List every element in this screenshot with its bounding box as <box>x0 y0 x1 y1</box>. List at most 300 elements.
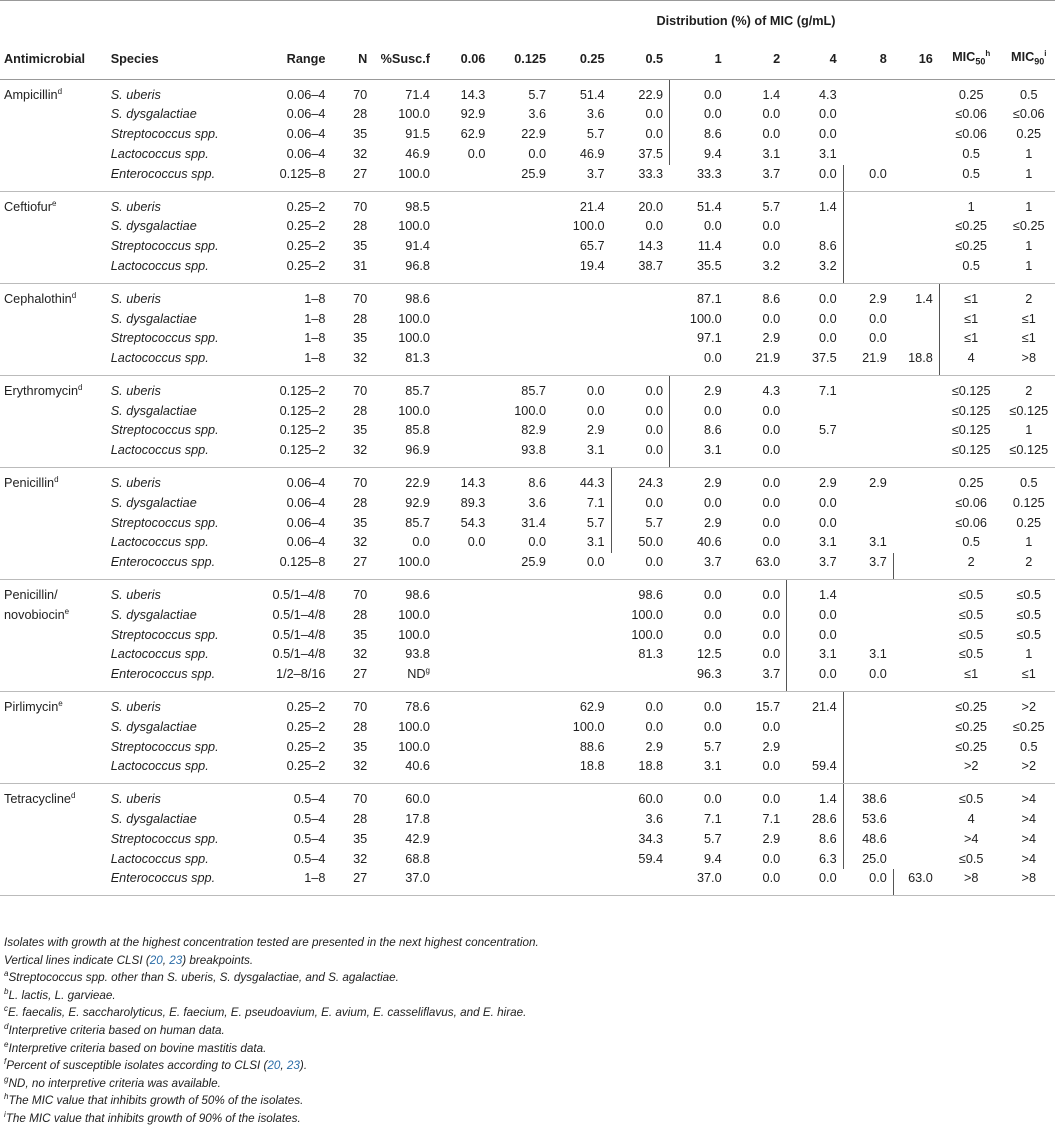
mic90-cell: 1 <box>1003 257 1055 283</box>
mic90-cell: 0.125 <box>1012 495 1045 510</box>
antimicrobial-cell <box>0 533 109 553</box>
antimicrobial-cell <box>0 738 109 758</box>
mic-value-cell <box>894 514 940 534</box>
range-cell: 0.5–4 <box>293 831 326 846</box>
antimicrobial-cell <box>0 645 109 665</box>
n-cell: 35 <box>353 423 368 438</box>
table-row <box>0 718 1055 738</box>
mic-value-cell <box>492 257 553 283</box>
mic90-cell: 0.5 <box>1019 476 1038 491</box>
mic-value-cell <box>553 830 612 850</box>
range-cell: 0.25–2 <box>286 199 326 214</box>
n-cell: 27 <box>332 665 374 691</box>
n-cell: 28 <box>353 219 368 234</box>
n-cell: 32 <box>332 349 374 375</box>
species-cell: Lactococcus spp. <box>110 647 209 662</box>
footnote-g: $^g$ND, no interpretive criteria was available. <box>4 1074 221 1090</box>
mic-value-cell: 20.0 <box>638 199 664 214</box>
mic-value-cell: 35.5 <box>670 257 729 283</box>
susc-cell: 81.3 <box>374 349 437 375</box>
mic-value-cell <box>437 665 492 691</box>
table-row <box>0 810 1055 830</box>
antimicrobial-cell: Cephalothin$^d$ <box>4 290 77 306</box>
mic-value-cell: 25.0 <box>862 851 887 866</box>
table-row <box>0 145 1055 165</box>
mic50-cell: 4 <box>940 349 1003 375</box>
mic-value-cell: 34.3 <box>638 831 664 846</box>
mic-value-cell <box>894 237 940 257</box>
antimicrobial-name: Erythromycin <box>4 383 79 398</box>
antimicrobial-cell <box>0 441 109 467</box>
mic-value-cell <box>437 402 492 422</box>
mic-value-cell <box>437 580 492 606</box>
mic-value-cell: 8.6 <box>704 127 722 142</box>
mic-value-cell: 0.0 <box>612 105 671 125</box>
mic90-cell: ≤0.5 <box>1016 607 1042 622</box>
mic90-cell: ≤1 <box>1021 311 1036 326</box>
mic90-cell: 0.5 <box>1019 739 1038 754</box>
mic-value-cell <box>437 310 492 330</box>
mic-value-cell: 0.0 <box>704 588 722 603</box>
mic-value-cell: 8.6 <box>704 423 722 438</box>
mic-value-cell <box>553 329 612 349</box>
mic-value-cell: 2.9 <box>762 739 781 754</box>
antimicrobial-name: Pirlimycin <box>4 700 59 715</box>
table-row <box>0 421 1055 441</box>
antimicrobial-cell <box>0 626 109 646</box>
species-cell: Lactococcus spp. <box>109 441 255 467</box>
mic-value-cell <box>437 421 492 441</box>
mic-value-cell: 7.1 <box>553 494 612 514</box>
susc-cell: 85.8 <box>405 423 430 438</box>
mic-value-cell: 7.1 <box>704 812 722 827</box>
susc-cell: 100.0 <box>398 607 430 622</box>
mic-value-cell <box>894 784 940 810</box>
mic-value-cell: 63.0 <box>729 553 788 579</box>
mic50-cell: ≤0.125 <box>951 423 991 438</box>
antimicrobial-name: novobiocin <box>4 607 65 622</box>
mic-value-cell: 88.6 <box>579 739 605 754</box>
n-cell: 27 <box>332 165 374 191</box>
table-row <box>0 514 1055 534</box>
mic-value-cell <box>894 145 940 165</box>
susc-cell: 100.0 <box>374 553 437 579</box>
mic-value-cell: 0.0 <box>819 127 837 142</box>
mic-value-cell <box>437 441 492 467</box>
mic90-cell: ≤0.06 <box>1012 107 1045 122</box>
mic-value-cell: 0.0 <box>704 627 722 642</box>
mic-value-cell <box>844 514 894 534</box>
mic50-cell: ≤1 <box>964 311 979 326</box>
mic-value-cell <box>492 784 553 810</box>
susc-cell: 100.0 <box>398 311 430 326</box>
table-row <box>0 580 1055 606</box>
mic90-cell: ≤1 <box>1003 665 1055 691</box>
mic-value-cell <box>437 375 492 401</box>
n-cell: 28 <box>353 403 368 418</box>
species-cell: Enterococcus spp. <box>109 165 255 191</box>
mic-value-cell: 0.0 <box>612 402 671 422</box>
mic-value-cell: 37.5 <box>612 145 671 165</box>
mic-value-cell: 0.0 <box>586 403 605 418</box>
range-cell: 0.06–4 <box>286 87 326 102</box>
mic-value-cell: 0.0 <box>645 219 664 234</box>
species-cell: Lactococcus spp. <box>110 146 209 161</box>
mic-value-cell: 0.0 <box>819 607 837 622</box>
mic-value-cell: 8.6 <box>528 476 546 491</box>
antimicrobial-cell <box>0 349 109 375</box>
mic-value-cell: 51.4 <box>696 199 722 214</box>
susc-cell: 37.0 <box>374 869 437 895</box>
footnote-h: $^h$The MIC value that inhibits growth of 50% of the isolates. <box>4 1092 304 1108</box>
mic-value-cell: 2.9 <box>869 291 887 306</box>
mic-value-cell <box>894 645 940 665</box>
mic-value-cell: 0.0 <box>819 311 837 326</box>
mic90-cell: ≤0.125 <box>1003 441 1055 467</box>
mic-value-cell <box>492 757 553 783</box>
mic-value-cell: 0.0 <box>612 553 671 579</box>
mic-value-cell <box>492 283 553 309</box>
antimicrobial-cell: Pirlimycin$^e$ <box>4 698 63 715</box>
mic-value-cell: 0.0 <box>586 383 605 398</box>
range-cell: 0.25–2 <box>286 719 326 734</box>
mic50-cell: ≤1 <box>964 331 979 346</box>
mic-value-cell: 0.0 <box>869 311 887 326</box>
mic-value-cell <box>492 869 553 895</box>
mic-value-cell: 0.0 <box>704 700 722 715</box>
mic-value-cell: 0.0 <box>528 146 546 161</box>
mic-value-cell <box>492 830 553 850</box>
mic-value-cell <box>894 580 940 606</box>
susc-cell: 0.0 <box>412 535 430 550</box>
mic-value-cell <box>492 718 553 738</box>
mic-value-cell: 0.0 <box>819 495 837 510</box>
antimicrobial-cell <box>0 145 109 165</box>
mic50-cell: ≤0.25 <box>955 739 987 754</box>
antimicrobial-cell <box>0 217 109 237</box>
mic-value-cell: 1.4 <box>819 588 837 603</box>
mic-value-cell: 3.1 <box>553 533 612 553</box>
susc-cell: 17.8 <box>405 812 430 827</box>
mic-value-cell: 22.9 <box>612 79 671 105</box>
mic-value-cell <box>437 830 492 850</box>
mic-value-cell <box>553 310 612 330</box>
mic-value-cell: 0.0 <box>645 700 664 715</box>
table-row <box>0 79 1055 105</box>
mic-value-cell: 2.9 <box>586 423 605 438</box>
mic-value-cell: 3.1 <box>670 757 729 783</box>
table-row <box>0 191 1055 217</box>
mic-value-cell: 33.3 <box>670 165 729 191</box>
mic-value-cell: 0.0 <box>612 375 671 401</box>
antimicrobial-cell <box>0 125 109 145</box>
antimicrobial-cell <box>0 402 109 422</box>
table-row <box>0 850 1055 870</box>
range-cell: 0.06–4 <box>286 476 326 491</box>
mic-value-cell: 0.0 <box>467 535 486 550</box>
table-row <box>0 165 1055 191</box>
range-cell: 0.06–4 <box>286 515 326 530</box>
mic-value-cell <box>894 626 940 646</box>
mic-value-cell <box>553 626 612 646</box>
mic-value-cell <box>844 580 894 606</box>
mic-value-cell: 3.6 <box>645 812 664 827</box>
mic-value-cell: 2.9 <box>704 383 722 398</box>
mic-value-cell <box>894 606 940 626</box>
species-cell: Enterococcus spp. <box>109 665 255 691</box>
mic-value-cell: 100.0 <box>631 627 664 642</box>
antimicrobial-name: Penicillin <box>4 476 55 491</box>
mic90-cell: >8 <box>1003 349 1055 375</box>
col-n: N <box>332 41 374 79</box>
table-row <box>0 692 1055 718</box>
mic-value-cell: 0.0 <box>819 627 837 642</box>
mic-value-cell <box>612 329 671 349</box>
mic-value-cell: 0.0 <box>819 515 837 530</box>
mic-value-cell: 60.0 <box>638 792 664 807</box>
species-cell: Streptococcus spp. <box>110 423 219 438</box>
mic-value-cell <box>553 810 612 830</box>
species-cell: Streptococcus spp. <box>110 739 219 754</box>
antimicrobial-cell <box>0 514 109 534</box>
susc-cell: 100.0 <box>398 739 430 754</box>
mic-value-cell: 62.9 <box>460 127 486 142</box>
mic-value-cell: 8.6 <box>787 237 843 257</box>
mic90-cell: ≤0.5 <box>1016 627 1042 642</box>
mic-value-cell <box>612 869 671 895</box>
mic-value-cell: 0.0 <box>844 165 894 191</box>
mic50-cell: ≤0.5 <box>958 851 984 866</box>
mic-value-cell <box>492 645 553 665</box>
range-cell: 0.5/1–4/8 <box>272 588 326 603</box>
mic-value-cell: 97.1 <box>696 331 722 346</box>
mic-value-cell: 0.0 <box>869 331 887 346</box>
table-row <box>0 375 1055 401</box>
mic-value-cell <box>844 606 894 626</box>
mic-value-cell <box>894 738 940 758</box>
species-cell: S. uberis <box>110 792 161 807</box>
mic50-cell: 0.25 <box>958 476 984 491</box>
mic-value-cell: 3.1 <box>819 146 837 161</box>
footnote: Vertical lines indicate CLSI (20, 23) breakpoints. <box>4 953 254 967</box>
n-cell: 27 <box>332 553 374 579</box>
species-cell: S. uberis <box>110 476 161 491</box>
mic-value-cell: 18.8 <box>612 757 671 783</box>
mic50-cell: ≤0.06 <box>955 515 987 530</box>
table-row <box>0 257 1055 283</box>
mic-value-cell: 1.4 <box>894 283 940 309</box>
mic90-cell: 1 <box>1025 423 1033 438</box>
mic-value-cell <box>437 692 492 718</box>
mic-value-cell <box>844 191 894 217</box>
antimicrobial-name: Ampicillin <box>4 87 58 102</box>
n-cell: 32 <box>332 757 374 783</box>
ref-link[interactable]: 20 <box>267 1059 281 1073</box>
n-cell: 35 <box>353 331 368 346</box>
mic-value-cell <box>844 494 894 514</box>
mic-value-cell: 63.0 <box>894 869 940 895</box>
range-cell: 0.125–2 <box>255 441 332 467</box>
range-cell: 1–8 <box>304 331 326 346</box>
susc-cell: 92.9 <box>405 495 430 510</box>
mic-value-cell: 3.1 <box>819 647 837 662</box>
mic-value-cell: 5.7 <box>762 199 781 214</box>
mic50-cell: ≤0.25 <box>955 219 987 234</box>
mic-value-cell: 2.9 <box>704 476 722 491</box>
mic50-cell: ≤0.25 <box>955 719 987 734</box>
mic-value-cell: 14.3 <box>460 87 486 102</box>
n-cell: 35 <box>353 627 368 642</box>
n-cell: 32 <box>353 647 368 662</box>
mic-value-cell <box>894 79 940 105</box>
col-species: Species <box>109 41 255 79</box>
mic-value-cell: 0.0 <box>762 495 781 510</box>
range-cell: 0.06–4 <box>286 127 326 142</box>
mic-value-cell <box>553 784 612 810</box>
mic-value-cell <box>553 606 612 626</box>
mic-value-cell <box>787 738 843 758</box>
range-cell: 0.125–2 <box>279 383 326 398</box>
ref-link[interactable]: 20 <box>149 953 163 967</box>
mic-value-cell: 0.0 <box>729 645 788 665</box>
mic50-cell: ≤1 <box>964 291 979 306</box>
mic90-cell: 1 <box>1025 239 1033 254</box>
mic-value-cell: 0.0 <box>762 239 781 254</box>
mic-value-cell: 3.7 <box>553 165 612 191</box>
table-row <box>0 237 1055 257</box>
mic-value-cell: 0.0 <box>729 869 788 895</box>
mic-value-cell <box>787 441 843 467</box>
mic-value-cell <box>894 257 940 283</box>
susc-cell: 100.0 <box>398 627 430 642</box>
mic-value-cell: 0.0 <box>762 107 781 122</box>
susc-cell: 98.6 <box>405 291 430 306</box>
mic90-cell: >8 <box>1003 869 1055 895</box>
n-cell: 32 <box>353 146 368 161</box>
species-cell: Lactococcus spp. <box>109 757 255 783</box>
mic-value-cell: 7.1 <box>819 383 837 398</box>
col-mic-0.125: 0.125 <box>492 41 553 79</box>
mic-value-cell <box>787 718 843 738</box>
table-row <box>0 310 1055 330</box>
mic-value-cell: 44.3 <box>553 468 612 494</box>
mic-value-cell <box>437 257 492 283</box>
antimicrobial-cell <box>0 850 109 870</box>
mic-value-cell: 0.0 <box>729 626 788 646</box>
mic-value-cell <box>844 375 894 401</box>
mic-value-cell: 46.9 <box>579 146 605 161</box>
mic-value-cell <box>553 869 612 895</box>
mic-value-cell <box>437 757 492 783</box>
mic-value-cell: 0.0 <box>729 441 788 467</box>
mic50-cell: ≤1 <box>940 665 1003 691</box>
mic-value-cell: 89.3 <box>460 495 486 510</box>
n-cell: 70 <box>353 199 368 214</box>
mic-value-cell: 18.8 <box>553 757 612 783</box>
mic-value-cell <box>894 329 940 349</box>
susc-cell: 78.6 <box>405 700 430 715</box>
mic-value-cell: 22.9 <box>521 127 546 142</box>
mic-value-cell: 51.4 <box>579 87 605 102</box>
mic-value-cell: 0.0 <box>762 219 781 234</box>
range-cell: 0.25–2 <box>286 700 326 715</box>
mic-value-cell: 14.3 <box>460 476 486 491</box>
n-cell: 28 <box>353 812 368 827</box>
footnote-b: $^b$L. lactis, L. garvieae. <box>4 986 116 1002</box>
mic-value-cell: 3.6 <box>528 495 546 510</box>
mic-value-cell: 0.0 <box>528 535 546 550</box>
mic-value-cell: 81.3 <box>638 647 664 662</box>
mic-value-cell: 65.7 <box>579 239 605 254</box>
ref-link[interactable]: 23 <box>286 1059 300 1073</box>
susc-cell: 85.7 <box>405 383 430 398</box>
mic-value-cell: 0.0 <box>787 665 843 691</box>
table-body <box>0 79 1055 896</box>
antimicrobial-cell <box>0 310 109 330</box>
footnote-a: $^a$Streptococcus spp. other than S. uberis, S. dysgalactiae, and S. agalactiae. <box>4 969 399 985</box>
susc-cell: 91.4 <box>405 239 430 254</box>
mic-value-cell: 2.9 <box>645 739 664 754</box>
mic-value-cell: 33.3 <box>612 165 671 191</box>
mic-value-cell <box>844 718 894 738</box>
mic90-cell: 0.25 <box>1016 127 1042 142</box>
antimicrobial-cell <box>0 237 109 257</box>
mic-value-cell <box>437 718 492 738</box>
col-mic-16: 16 <box>894 41 940 79</box>
mic-value-cell: 19.4 <box>553 257 612 283</box>
ref-link[interactable]: 23 <box>169 953 183 967</box>
species-cell: Streptococcus spp. <box>110 331 219 346</box>
mic-value-cell <box>894 553 940 579</box>
mic50-cell: 1 <box>967 199 975 214</box>
mic90-cell: >2 <box>1003 757 1055 783</box>
mic-value-cell: 53.6 <box>862 812 887 827</box>
mic90-cell: ≤1 <box>1021 331 1036 346</box>
mic90-cell: ≤0.125 <box>1009 403 1049 418</box>
col-mic-1: 1 <box>670 41 729 79</box>
mic-value-cell: 12.5 <box>696 647 722 662</box>
antimicrobial-cell <box>0 329 109 349</box>
col-mic-0.25: 0.25 <box>553 41 612 79</box>
mic-value-cell: 0.0 <box>819 291 837 306</box>
mic90-cell: >2 <box>1021 700 1036 715</box>
mic-value-cell: 0.0 <box>612 441 671 467</box>
mic50-cell: ≤0.5 <box>958 627 984 642</box>
table-row <box>0 494 1055 514</box>
mic-value-cell: 8.6 <box>762 291 781 306</box>
mic-value-cell: 3.7 <box>729 165 788 191</box>
mic-value-cell <box>437 869 492 895</box>
mic-value-cell: 2.9 <box>819 476 837 491</box>
mic-value-cell: 0.0 <box>704 403 722 418</box>
n-cell: 28 <box>353 311 368 326</box>
mic50-cell: 2 <box>940 553 1003 579</box>
mic-value-cell: 21.4 <box>787 692 843 718</box>
mic-value-cell <box>894 125 940 145</box>
susc-cell: 46.9 <box>405 146 430 161</box>
antimicrobial-cell: Ampicillin$^d$ <box>4 86 63 102</box>
mic-value-cell: 3.7 <box>787 553 843 579</box>
mic-value-cell <box>894 850 940 870</box>
mic-value-cell <box>492 580 553 606</box>
mic-value-cell: 0.0 <box>762 403 781 418</box>
mic50-cell: >4 <box>963 831 979 846</box>
range-cell: 1–8 <box>255 869 332 895</box>
mic90-cell: 0.25 <box>1016 515 1042 530</box>
col-mic50: $MIC_{50}^h$ <box>940 41 1003 79</box>
mic-value-cell: 0.0 <box>612 421 671 441</box>
mic50-cell: 0.5 <box>962 535 980 550</box>
